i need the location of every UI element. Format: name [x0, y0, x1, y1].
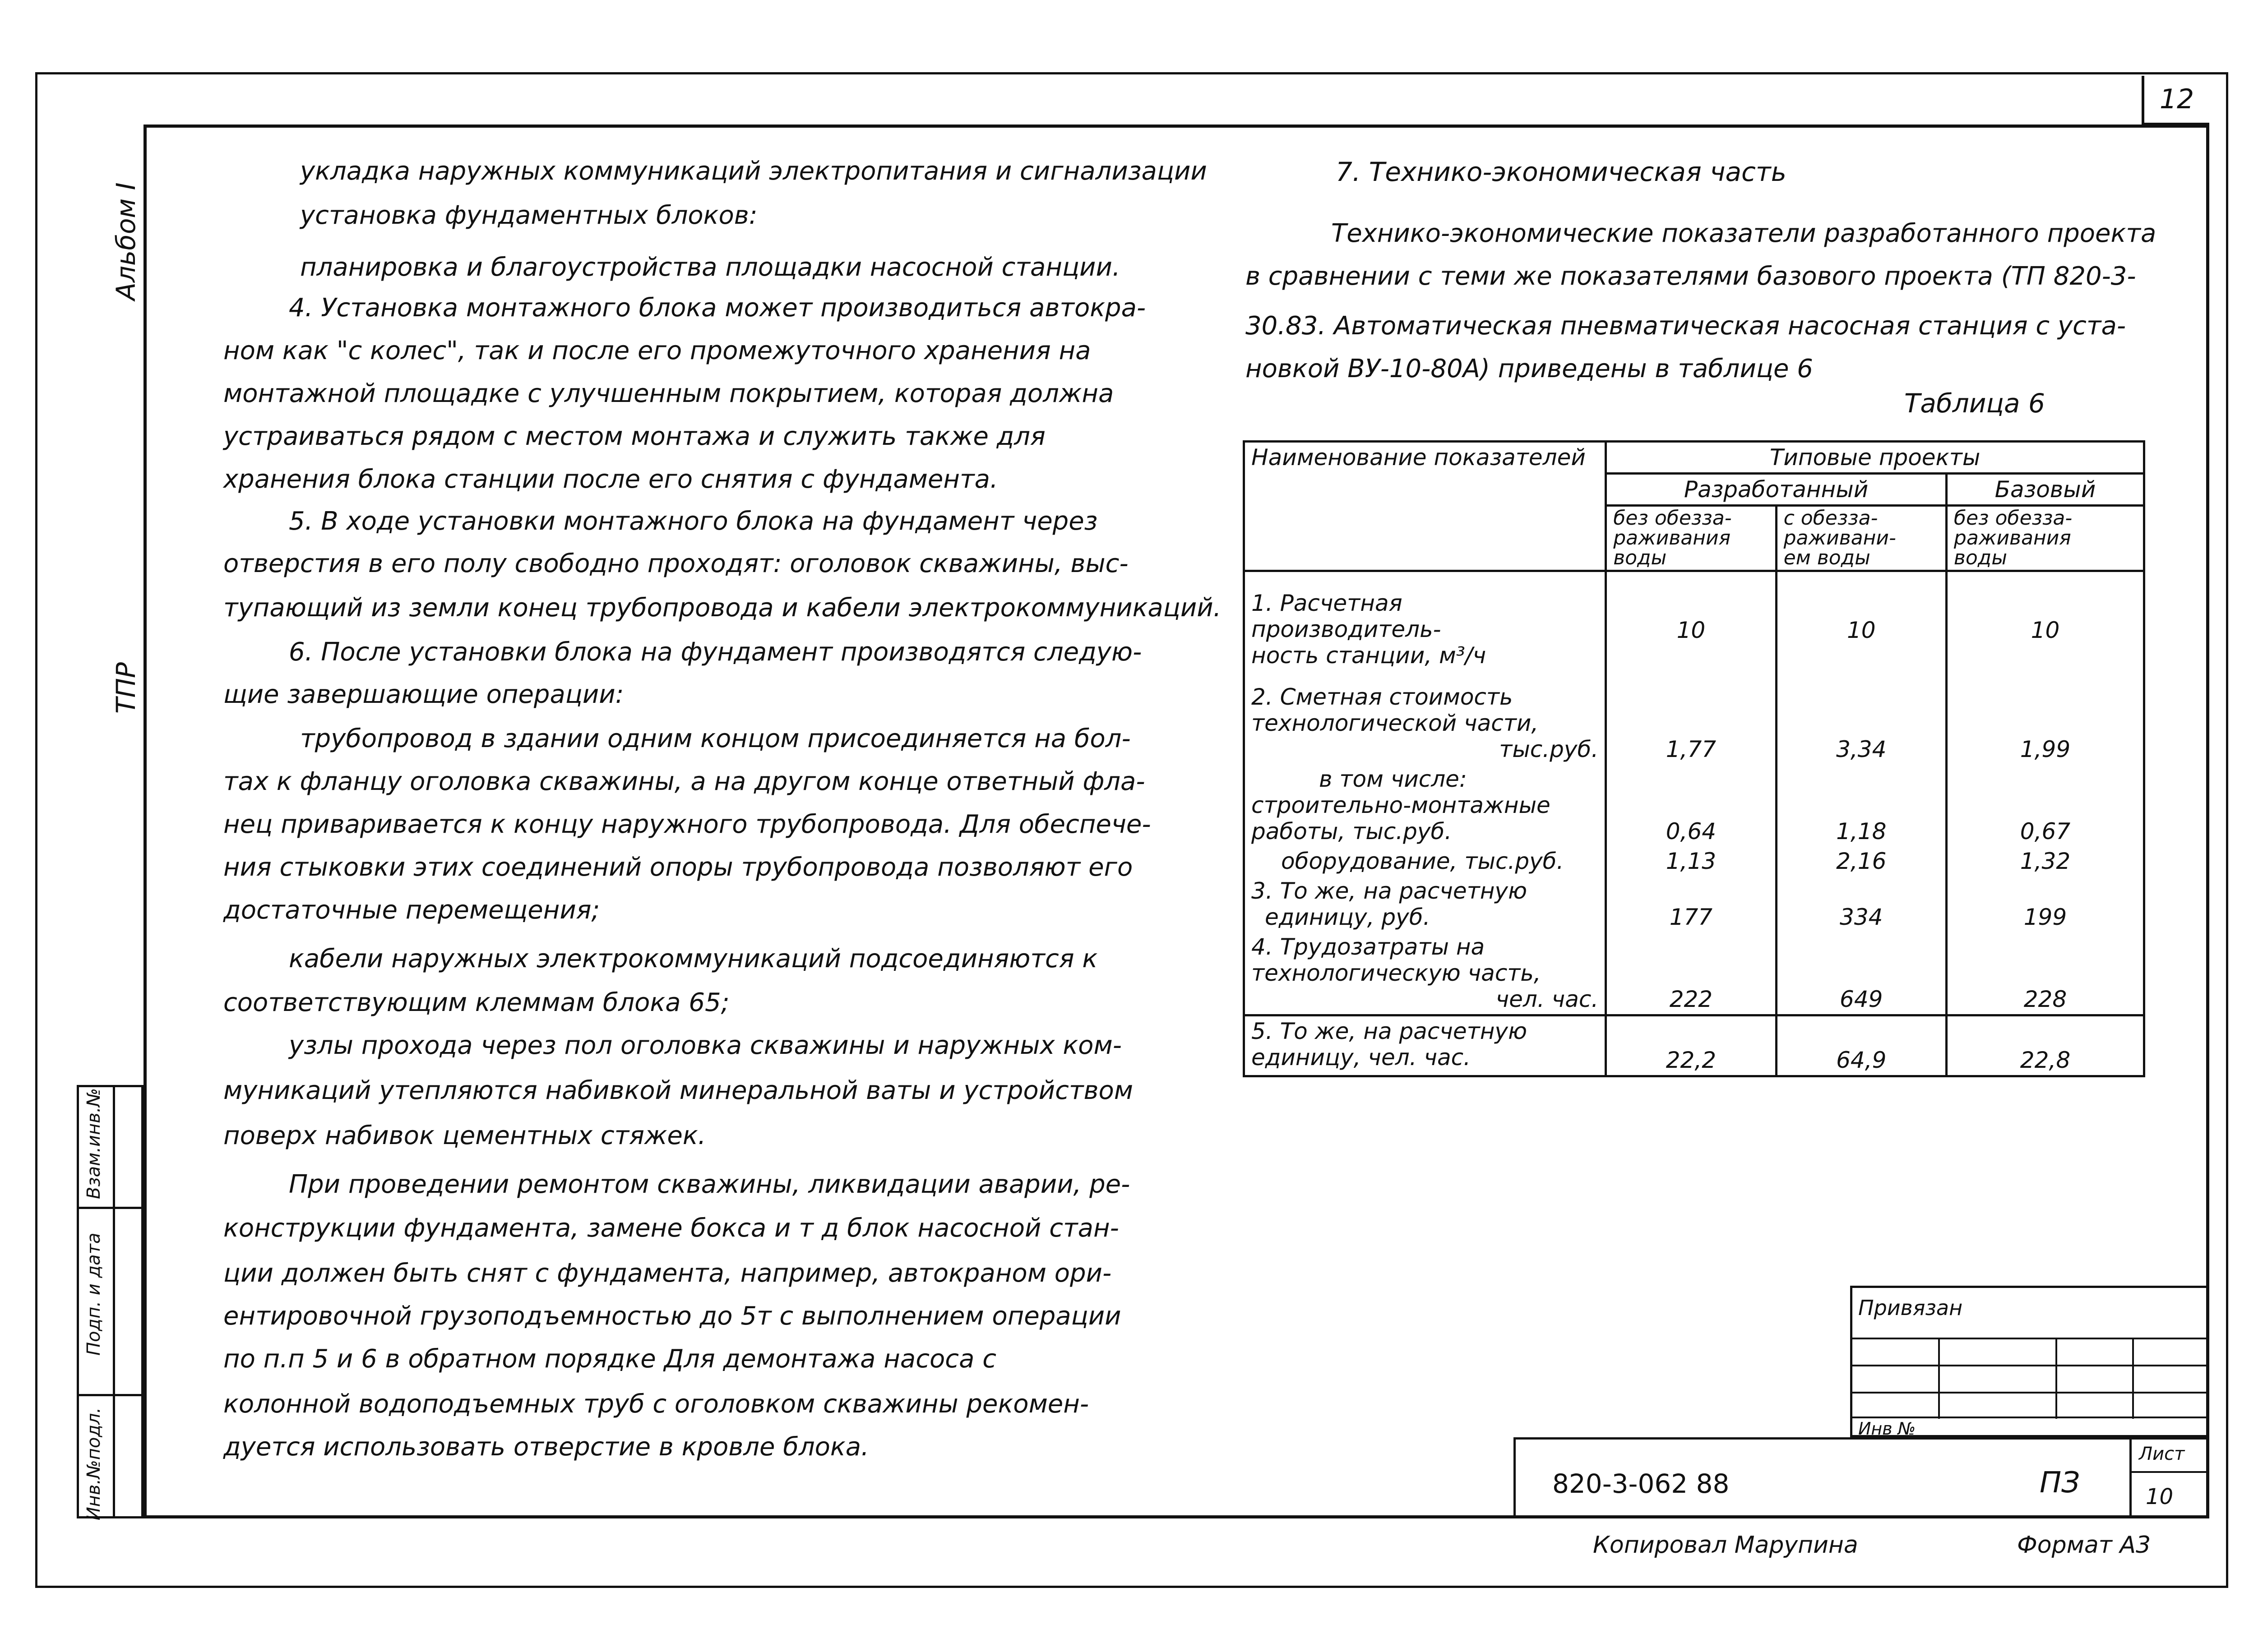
paper-format: Формат А3	[2017, 1532, 2151, 1559]
table-row: оборудование, тыс.руб. 1,13 2,16 1,32	[1244, 846, 2144, 876]
list-label: Лист	[2139, 1444, 2185, 1464]
text-line: трубопровод в здании одним концом присоединяется на бол-	[300, 724, 1131, 753]
privyazan-label: Привязан	[1858, 1296, 1963, 1320]
copied-by: Копировал Марупина	[1593, 1532, 1858, 1559]
text-line: тах к фланцу оголовка скважины, а на другом конце ответный фла-	[223, 767, 1145, 796]
table-row: 3. То же, на расчетную единицу, руб. 177 334 199	[1244, 876, 2144, 932]
text-line: отверстия в его полу свободно проходят: оголовок скважины, выс-	[223, 549, 1129, 578]
intro-line: 30.83. Автоматическая пневматическая насосная станция с уста-	[1245, 311, 2126, 341]
text-line: ции должен быть снят с фундамента, например, автокраном ори-	[223, 1259, 1112, 1288]
text-line: ния стыковки этих соединений опоры трубопровода позволяют его	[223, 853, 1133, 882]
header-developed: Разработанный	[1606, 474, 1947, 506]
text-line: тупающий из земли конец трубопровода и кабели электрокоммуникаций.	[223, 593, 1222, 623]
text-line: ном как "с колес", так и после его промежуточного хранения на	[223, 336, 1091, 365]
table-row: 5. То же, на расчетную единицу, чел. час. 22,2 64,9 22,8	[1244, 1015, 2144, 1076]
text-line: нец приваривается к концу наружного трубопровода. Для обеспече-	[223, 810, 1151, 839]
document-type: ПЗ	[2040, 1466, 2080, 1500]
table-caption: Таблица 6	[1904, 388, 2045, 419]
inv-no-label: Инв №	[1858, 1419, 1916, 1439]
header-group: Типовые проекты	[1606, 442, 2144, 474]
text-line: 5. В ходе установки монтажного блока на фундамент через	[289, 507, 1098, 536]
intro-line: новкой ВУ-10-80А) приведены в таблице 6	[1245, 354, 1813, 383]
album-label: Альбом I	[111, 182, 141, 300]
text-line: муникаций утепляются набивкой минеральной ваты и устройством	[223, 1076, 1133, 1105]
table-row: 1. Расчетная производитель- ность станции, м³/ч 10 10 10	[1244, 571, 2144, 671]
intro-line: в сравнении с теми же показателями базового проекта (ТП 820-3-	[1245, 262, 2136, 291]
text-line: хранения блока станции после его снятия с фундамента.	[223, 465, 998, 494]
header-name: Наименование показателей	[1244, 442, 1606, 571]
vzam-inv-label: Взам.инв.№	[83, 1088, 104, 1200]
text-line: соответствующим клеммам блока 65;	[223, 988, 730, 1017]
inv-podl-label: Инв.№подл.	[83, 1407, 104, 1521]
sheet-number: 12	[2142, 76, 2209, 125]
indicators-table	[1243, 440, 2145, 1077]
text-line: ентировочной грузоподъемностью до 5т с выполнением операции	[223, 1301, 1121, 1331]
intro-line: Технико-экономические показатели разработанного проекта	[1331, 219, 2156, 248]
text-line: узлы прохода через пол оголовка скважины и наружных ком-	[289, 1031, 1122, 1060]
header-col3: без обезза- раживания воды	[1946, 506, 2144, 571]
text-line: кабели наружных электрокоммуникаций подсоединяются к	[289, 944, 1098, 974]
text-line: укладка наружных коммуникаций электропитания и сигнализации	[300, 157, 1207, 186]
table-row: в том числе: строительно-монтажные работы, тыс.руб. 0,64 1,18 0,67	[1244, 764, 2144, 846]
text-line: 4. Установка монтажного блока может производиться автокра-	[289, 293, 1146, 323]
text-line: щие завершающие операции:	[223, 680, 624, 709]
text-line: дуется использовать отверстие в кровле блока.	[223, 1432, 869, 1462]
document-code: 820-3-062 88	[1552, 1468, 1730, 1499]
header-col1: без обезза- раживания воды	[1606, 506, 1776, 571]
podp-data-label: Подп. и дата	[83, 1232, 104, 1356]
text-line: планировка и благоустройства площадки насосной станции.	[300, 253, 1120, 282]
list-value: 10	[2146, 1484, 2174, 1509]
text-line: 6. После установки блока на фундамент производятся следую-	[289, 637, 1142, 667]
text-line: устраиваться рядом с местом монтажа и служить также для	[223, 422, 1046, 451]
text-line: монтажной площадке с улучшенным покрытием, которая должна	[223, 379, 1114, 408]
text-line: установка фундаментных блоков:	[300, 201, 758, 230]
text-line: колонной водоподъемных труб с оголовком скважины рекомен-	[223, 1389, 1089, 1419]
section-title: 7. Технико-экономическая часть	[1336, 157, 1786, 187]
text-line: достаточные перемещения;	[223, 895, 600, 925]
tpr-label: ТПР	[111, 662, 141, 714]
table-row: 2. Сметная стоимость технологической части, тыс.руб. 1,77 3,34 1,99	[1244, 670, 2144, 764]
text-line: поверх набивок цементных стяжек.	[223, 1121, 706, 1150]
text-line: по п.п 5 и 6 в обратном порядке Для демонтажа насоса с	[223, 1344, 996, 1374]
text-line: конструкции фундамента, замене бокса и т д блок насосной стан-	[223, 1214, 1119, 1243]
header-col2: с обезза- раживани- ем воды	[1776, 506, 1946, 571]
table-row: 4. Трудозатраты на технологическую часть, чел. час. 222 649 228	[1244, 932, 2144, 1015]
header-base: Базовый	[1946, 474, 2144, 506]
text-line: При проведении ремонтом скважины, ликвидации аварии, ре-	[289, 1170, 1130, 1199]
